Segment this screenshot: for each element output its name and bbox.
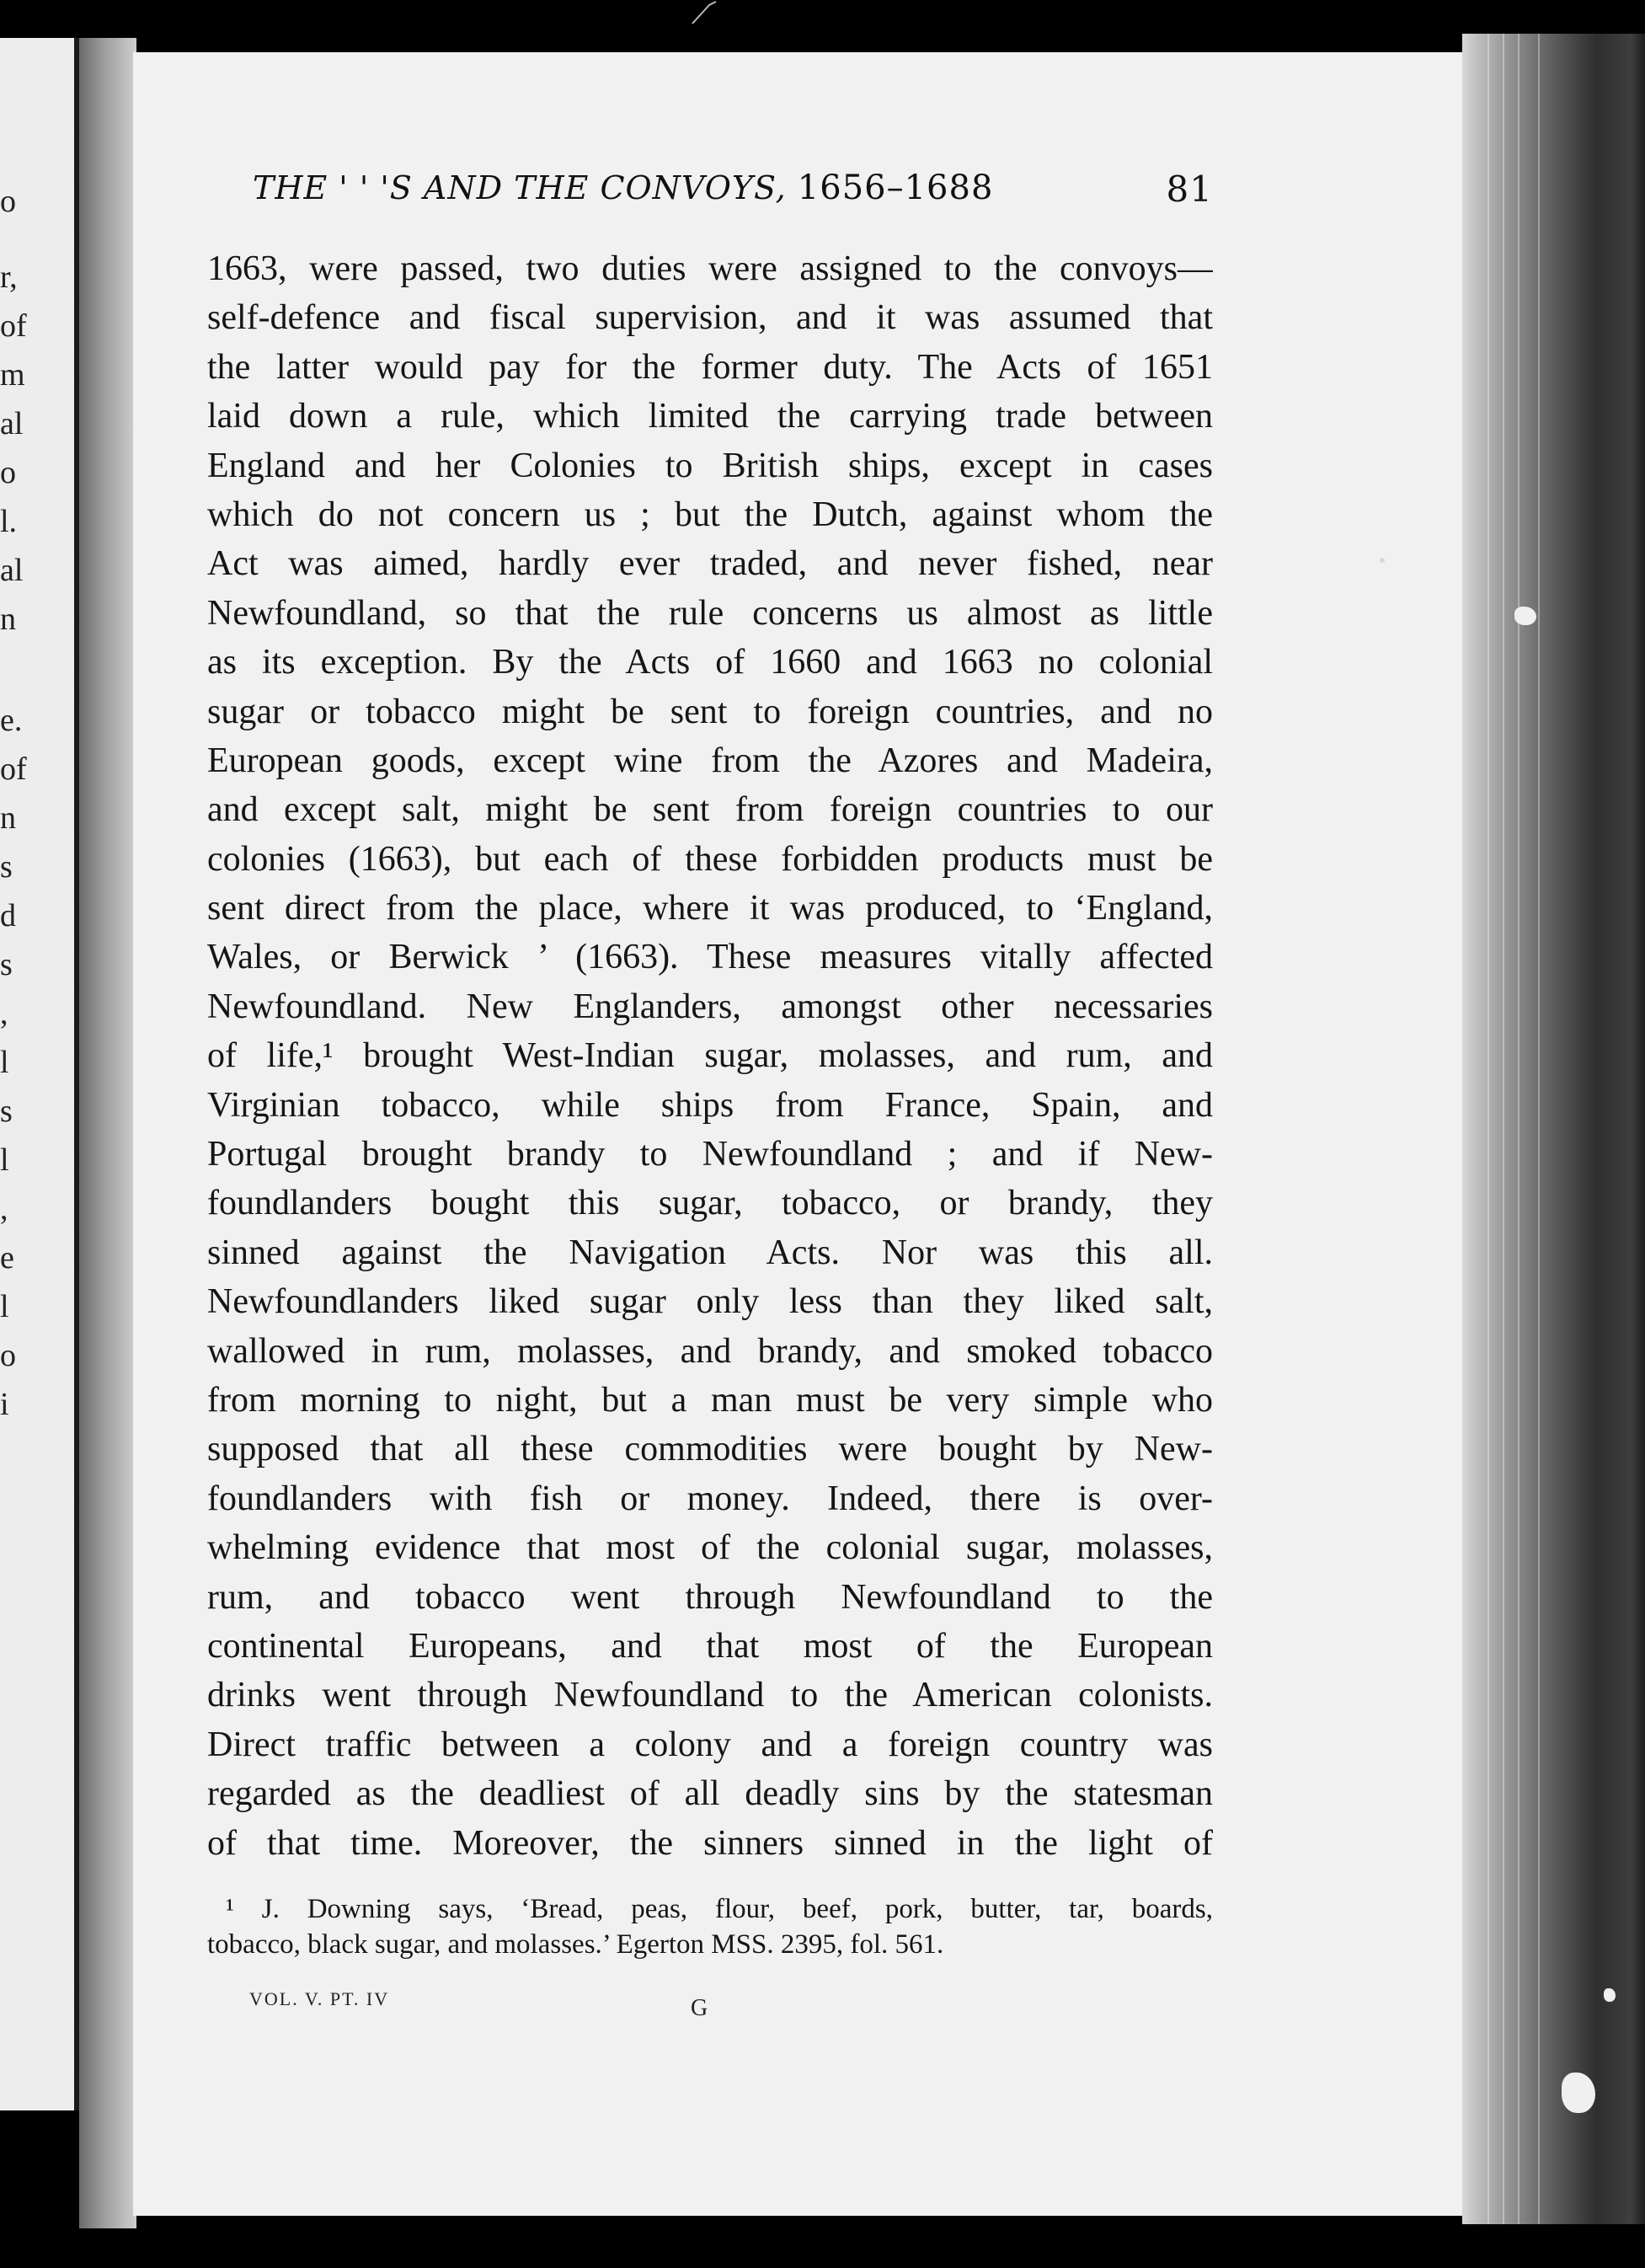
text-line: regarded as the deadliest of all deadly sins by the statesman bbox=[207, 1774, 1213, 1814]
text-line: Newfoundlanders liked sugar only less than they liked salt, bbox=[207, 1282, 1213, 1322]
text-line: of life,¹ brought West-Indian sugar, molasses, and rum, and bbox=[207, 1036, 1213, 1076]
cut-off-character: o bbox=[0, 1338, 16, 1373]
cut-off-character: al bbox=[0, 406, 24, 441]
page-number: 81 bbox=[1166, 168, 1213, 210]
running-head bbox=[253, 168, 1213, 219]
text-line: 1663, were passed, two duties were assigned to the convoys— bbox=[207, 249, 1213, 288]
cut-off-character: l bbox=[0, 1289, 9, 1324]
text-line: which do not concern us ; but the Dutch, against whom the bbox=[207, 495, 1213, 534]
cut-off-character: o bbox=[0, 455, 16, 490]
text-line: continental Europeans, and that most of the European bbox=[207, 1626, 1213, 1666]
text-line: drinks went through Newfoundland to the American colonists. bbox=[207, 1676, 1213, 1715]
cut-off-character: , bbox=[0, 996, 8, 1031]
footnote-line: tobacco, black sugar, and molasses.’ Egerton MSS. 2395, fol. 561. bbox=[207, 1929, 944, 1960]
left-facing-page-edge bbox=[0, 38, 79, 2110]
text-line: the latter would pay for the former duty. The Acts of 1651 bbox=[207, 347, 1213, 387]
footnote-line: ¹ J. Downing says, ‘Bread, peas, flour, beef, pork, butter, tar, boards, bbox=[226, 1894, 1213, 1924]
text-line: Virginian tobacco, while ships from France, Spain, and bbox=[207, 1085, 1213, 1125]
cut-off-character: e bbox=[0, 1240, 14, 1276]
cut-off-character: l. bbox=[0, 504, 18, 539]
text-line: Wales, or Berwick ’ (1663). These measures vitally affected bbox=[207, 938, 1213, 977]
cut-off-character: l bbox=[0, 1142, 9, 1178]
page-edge-line bbox=[1503, 34, 1504, 2224]
text-line: Portugal brought brandy to Newfoundland ; and if New- bbox=[207, 1135, 1213, 1174]
footnote bbox=[207, 1891, 1213, 1962]
dust-speck bbox=[1380, 558, 1385, 563]
cut-off-character: i bbox=[0, 1387, 9, 1422]
cut-off-character: e. bbox=[0, 703, 23, 738]
text-line: foundlanders with fish or money. Indeed, there is over- bbox=[207, 1479, 1213, 1518]
cut-off-character: , bbox=[0, 1191, 8, 1227]
cut-off-character: l bbox=[0, 1045, 9, 1080]
text-line: colonies (1663), but each of these forbidden products must be bbox=[207, 839, 1213, 879]
cut-off-character: o bbox=[0, 184, 16, 219]
text-line: Newfoundland, so that the rule concerns us almost as little bbox=[207, 593, 1213, 633]
text-line: Act was aimed, hardly ever traded, and never fished, near bbox=[207, 544, 1213, 584]
text-line: sinned against the Navigation Acts. Nor was this all. bbox=[207, 1233, 1213, 1272]
pen-mark bbox=[691, 0, 724, 25]
text-line: rum, and tobacco went through Newfoundland to the bbox=[207, 1577, 1213, 1617]
text-line: Direct traffic between a colony and a foreign country was bbox=[207, 1725, 1213, 1764]
cut-off-character: d bbox=[0, 898, 16, 933]
text-line: foundlanders bought this sugar, tobacco, or brandy, they bbox=[207, 1184, 1213, 1223]
text-line: wallowed in rum, molasses, and brandy, and smoked tobacco bbox=[207, 1331, 1213, 1371]
cut-off-character: m bbox=[0, 357, 25, 393]
body-text bbox=[207, 244, 1213, 1868]
text-line: from morning to night, but a man must be very simple who bbox=[207, 1380, 1213, 1420]
edge-blot bbox=[1562, 2073, 1595, 2113]
text-line: sent direct from the place, where it was produced, to ‘England, bbox=[207, 889, 1213, 928]
cut-off-character: of bbox=[0, 308, 27, 344]
text-line: Newfoundland. New Englanders, amongst other necessaries bbox=[207, 987, 1213, 1026]
page-edge-line bbox=[1487, 34, 1489, 2224]
cut-off-character: s bbox=[0, 947, 13, 982]
page-edge-line bbox=[1518, 34, 1519, 2224]
cut-off-character: n bbox=[0, 602, 16, 637]
text-line: as its exception. By the Acts of 1660 and 1663 no colonial bbox=[207, 643, 1213, 682]
book-fore-edge bbox=[1462, 34, 1645, 2224]
text-line: whelming evidence that most of the colonial sugar, molasses, bbox=[207, 1528, 1213, 1568]
cut-off-character: of bbox=[0, 752, 27, 787]
running-head-title: THE ' ' 'S AND THE CONVOYS, 1656–1688 bbox=[253, 168, 994, 207]
text-line: self-defence and fiscal supervision, and it was assumed that bbox=[207, 298, 1213, 338]
running-head-years: 1656–1688 bbox=[797, 168, 994, 207]
cut-off-character: s bbox=[0, 1094, 13, 1129]
cut-off-character: s bbox=[0, 849, 13, 885]
cut-off-character: al bbox=[0, 553, 24, 588]
page-edge-line bbox=[1538, 34, 1540, 2224]
text-line: supposed that all these commodities were bought by New- bbox=[207, 1430, 1213, 1469]
text-line: England and her Colonies to British ships, except in cases bbox=[207, 446, 1213, 485]
signature-mark: G bbox=[691, 1995, 708, 2021]
cut-off-character: n bbox=[0, 800, 16, 836]
volume-part-label: VOL. V. PT. IV bbox=[249, 1988, 390, 2009]
signature-line bbox=[249, 1988, 721, 2022]
text-line: sugar or tobacco might be sent to foreign countries, and no bbox=[207, 692, 1213, 731]
edge-blot bbox=[1604, 1988, 1616, 2002]
book-gutter bbox=[79, 38, 136, 2228]
text-line: of that time. Moreover, the sinners sinned in the light of bbox=[207, 1823, 1213, 1863]
edge-blot bbox=[1514, 607, 1536, 625]
cut-off-character: r, bbox=[0, 259, 18, 295]
text-line: European goods, except wine from the Azores and Madeira, bbox=[207, 741, 1213, 780]
text-line: and except salt, might be sent from foreign countries to our bbox=[207, 790, 1213, 830]
text-line: laid down a rule, which limited the carrying trade between bbox=[207, 397, 1213, 436]
